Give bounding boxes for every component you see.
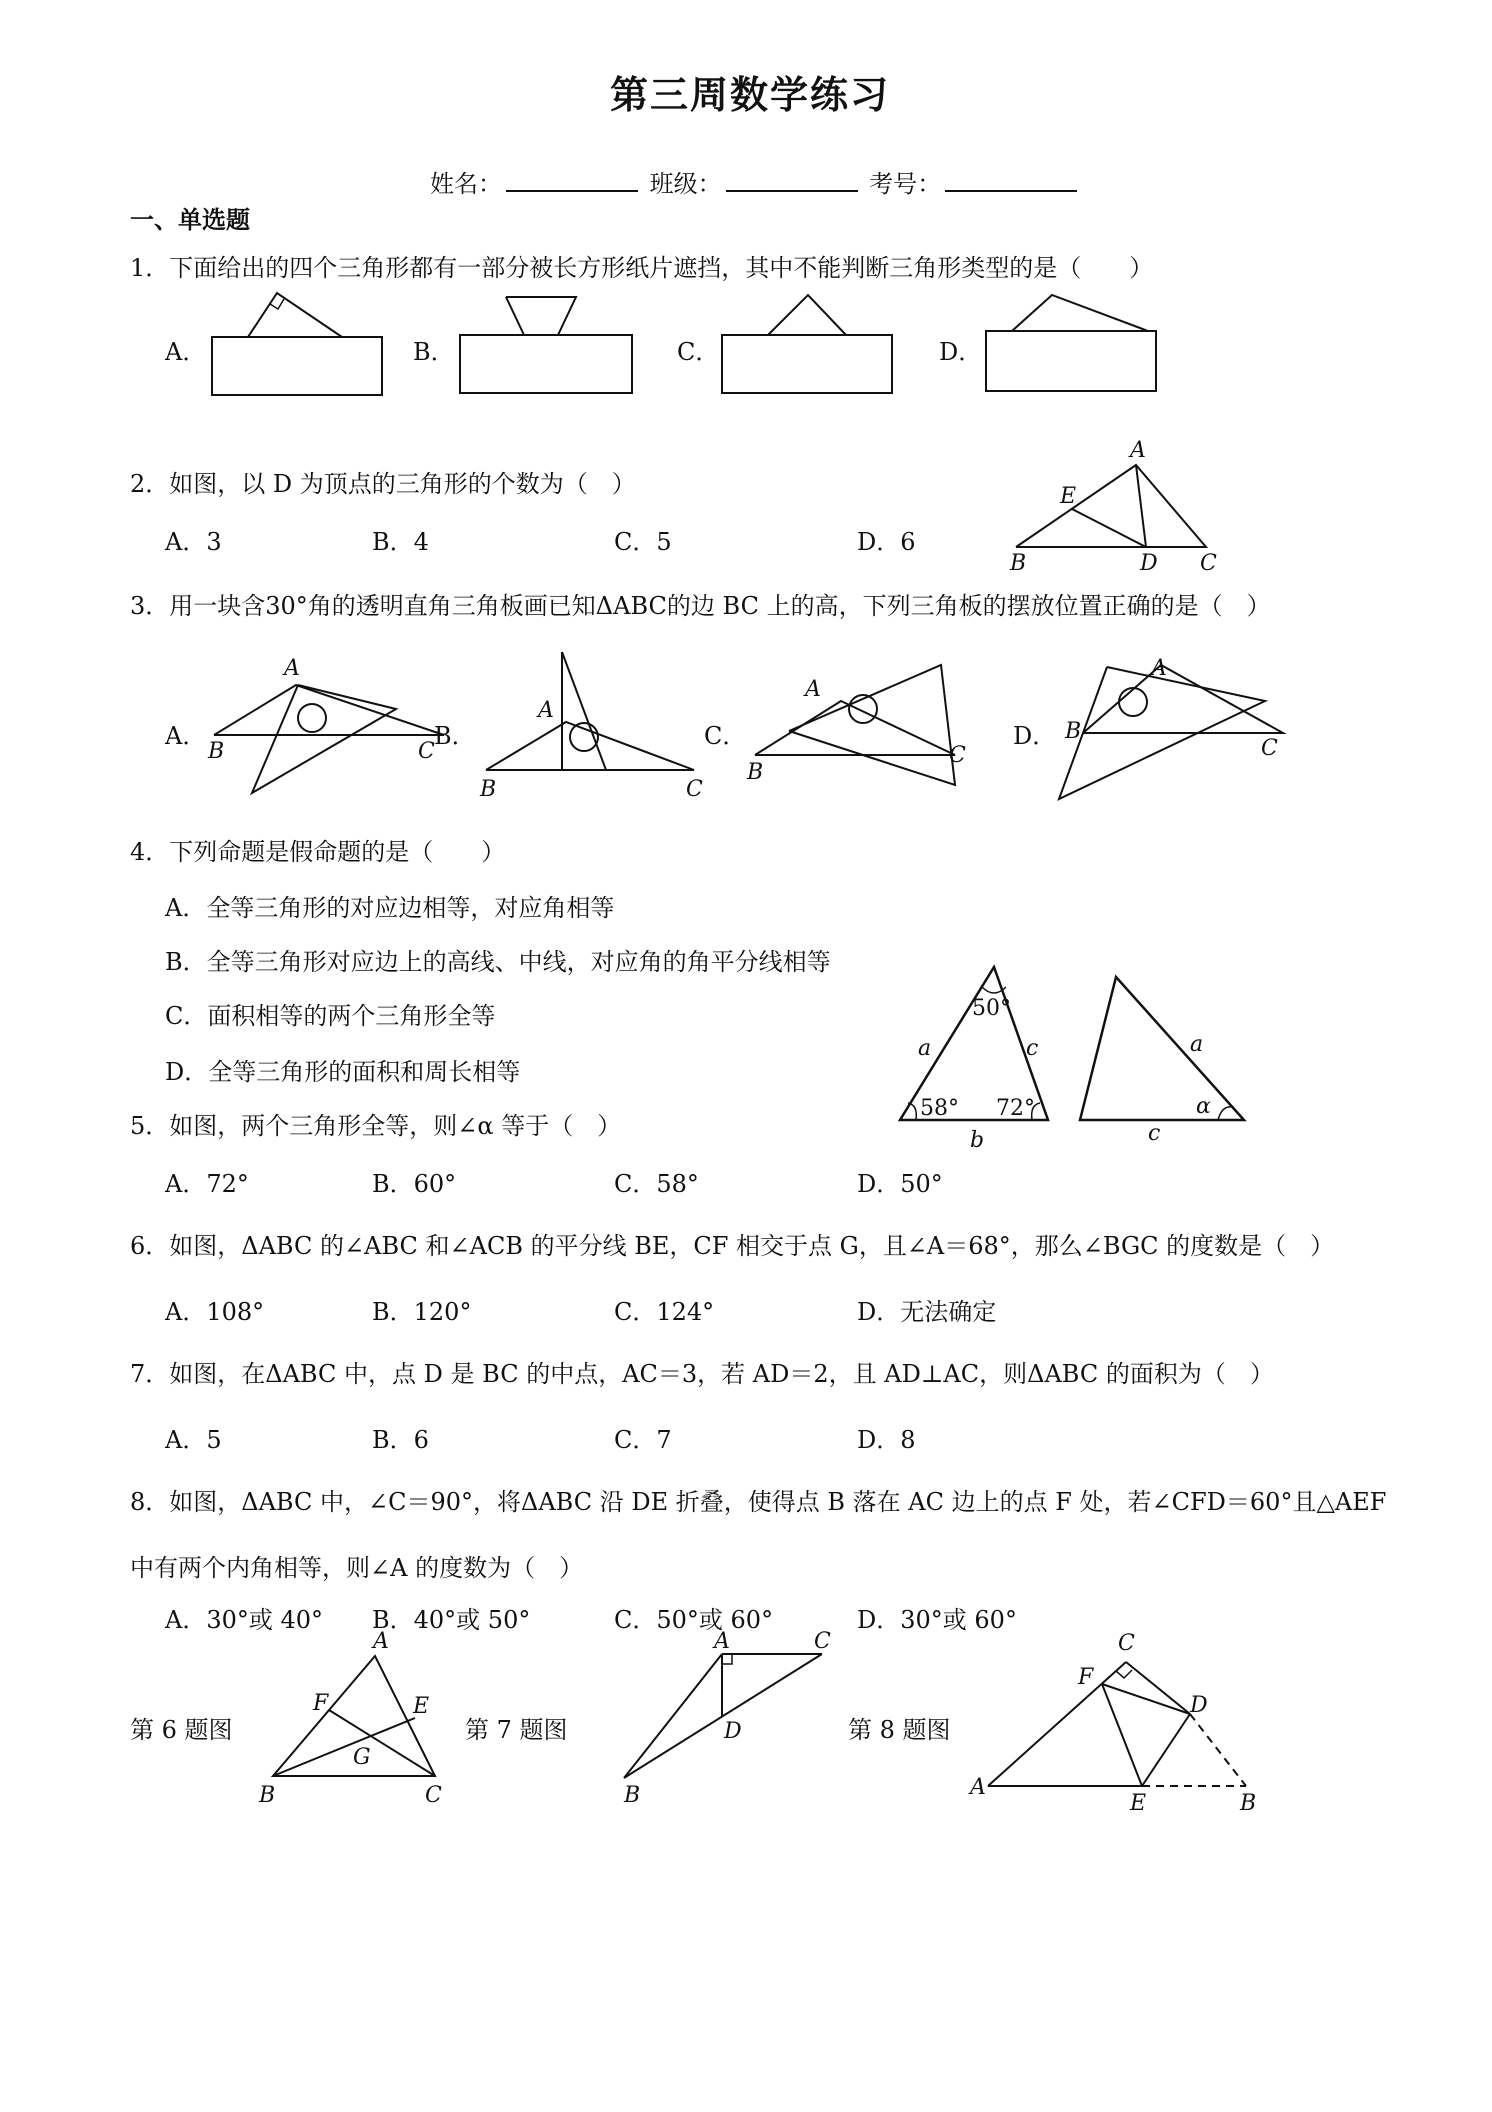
q4-stem: 4．下列命题是假命题的是（ ） xyxy=(130,838,506,866)
q6-option-b[interactable]: B．120° xyxy=(372,1298,472,1326)
q3d-label-c: C xyxy=(1261,736,1278,761)
q4-option-a[interactable]: A．全等三角形的对应边相等，对应角相等 xyxy=(165,894,615,922)
q1-option-d[interactable]: D． xyxy=(939,338,983,366)
q7-option-d[interactable]: D．8 xyxy=(857,1426,916,1454)
exam-no-label: 考号： xyxy=(869,170,942,198)
fig8-label-c: C xyxy=(1118,1631,1135,1656)
fig6-label-f: F xyxy=(313,1691,329,1716)
q5-t2-side-c: c xyxy=(1148,1121,1161,1146)
fig8-diagram xyxy=(968,1628,1268,1818)
q5-angle-72: 72° xyxy=(996,1096,1035,1121)
q5-t2-angle-alpha: α xyxy=(1196,1094,1211,1119)
q1-figure-d xyxy=(980,285,1160,405)
q3d-label-a: A xyxy=(1151,656,1167,681)
q5-option-d[interactable]: D．50° xyxy=(857,1170,943,1198)
q8-option-c[interactable]: C．50°或 60° xyxy=(614,1606,774,1634)
q5-side-c: c xyxy=(1026,1036,1039,1061)
q2-label-c: C xyxy=(1200,551,1217,576)
q3b-label-b: B xyxy=(480,777,497,802)
q3a-label-c: C xyxy=(418,739,435,764)
q5-angle-top: 50° xyxy=(972,996,1011,1021)
q5-angle-58: 58° xyxy=(920,1096,959,1121)
section-heading: 一、单选题 xyxy=(130,206,250,234)
q7-option-b[interactable]: B．6 xyxy=(372,1426,429,1454)
q8-option-d[interactable]: D．30°或 60° xyxy=(857,1606,1017,1634)
q1-figure-c xyxy=(718,285,898,405)
q7-option-a[interactable]: A．5 xyxy=(165,1426,222,1454)
q7-option-c[interactable]: C．7 xyxy=(614,1426,672,1454)
fig7-label-d: D xyxy=(724,1719,742,1744)
fig7-label-a: A xyxy=(714,1629,730,1654)
fig7-label-b: B xyxy=(624,1783,641,1808)
q5-option-a[interactable]: A．72° xyxy=(165,1170,249,1198)
q5-t2-side-a: a xyxy=(1190,1032,1204,1057)
q8-option-b[interactable]: B．40°或 50° xyxy=(372,1606,531,1634)
q2-option-d[interactable]: D．6 xyxy=(857,528,916,556)
q1-figure-a xyxy=(200,285,390,405)
q8-stem-continued: 中有两个内角相等，则∠A 的度数为（ ） xyxy=(130,1554,584,1582)
q3-option-b[interactable]: B． xyxy=(434,722,476,750)
page-title: 第三周数学练习 xyxy=(610,73,891,117)
q3-option-a[interactable]: A． xyxy=(165,722,207,750)
q3c-label-b: B xyxy=(747,760,764,785)
fig6-label-c: C xyxy=(425,1783,442,1808)
q4-option-b[interactable]: B．全等三角形对应边上的高线、中线，对应角的角平分线相等 xyxy=(165,948,831,976)
q1-option-b[interactable]: B． xyxy=(413,338,455,366)
q8-stem: 8．如图，ΔABC 中，∠C＝90°，将ΔABC 沿 DE 折叠，使得点 B 落在 AC 边上的点 F 处，若∠CFD＝60°且△AEF xyxy=(130,1488,1387,1516)
q1-option-c[interactable]: C． xyxy=(677,338,720,366)
fig8-label-e: E xyxy=(1130,1791,1147,1816)
q2-figure xyxy=(1000,435,1240,575)
q2-label-e: E xyxy=(1060,484,1077,509)
q3-figure-c xyxy=(745,655,975,795)
q2-stem: 2．如图，以 D 为顶点的三角形的个数为（ ） xyxy=(130,470,636,498)
q2-label-b: B xyxy=(1010,551,1027,576)
name-field[interactable] xyxy=(506,170,638,192)
q4-option-c[interactable]: C．面积相等的两个三角形全等 xyxy=(165,1002,496,1030)
q5-side-b: b xyxy=(970,1128,985,1153)
fig6-label-a: A xyxy=(373,1629,389,1654)
q5-option-b[interactable]: B．60° xyxy=(372,1170,457,1198)
q3c-label-c: C xyxy=(949,743,966,768)
q6-option-d[interactable]: D．无法确定 xyxy=(857,1298,997,1326)
fig6-label-g: G xyxy=(353,1745,371,1770)
q2-option-a[interactable]: A．3 xyxy=(165,528,222,556)
q6-option-c[interactable]: C．124° xyxy=(614,1298,715,1326)
q3d-label-b: B xyxy=(1065,719,1082,744)
q7-stem: 7．如图，在ΔABC 中，点 D 是 BC 的中点，AC＝3，若 AD＝2，且 AD⊥AC，则ΔABC 的面积为（ ） xyxy=(130,1360,1274,1388)
q3b-label-c: C xyxy=(686,777,703,802)
q4-option-d[interactable]: D．全等三角形的面积和周长相等 xyxy=(165,1058,521,1086)
exam-no-field[interactable] xyxy=(945,170,1077,192)
fig8-label-a: A xyxy=(970,1775,986,1800)
fig8-caption: 第 8 题图 xyxy=(848,1716,951,1744)
q3-figure-b xyxy=(470,640,710,810)
q1-figure-b xyxy=(458,285,638,405)
name-label: 姓名： xyxy=(430,170,502,198)
q3b-label-a: A xyxy=(538,698,554,723)
fig6-diagram xyxy=(255,1628,455,1818)
fig7-label-c: C xyxy=(814,1629,831,1654)
q3a-label-b: B xyxy=(208,739,225,764)
q3-figure-d xyxy=(1055,655,1295,815)
q3-option-d[interactable]: D． xyxy=(1013,722,1057,750)
q2-label-d: D xyxy=(1140,551,1158,576)
fig6-label-e: E xyxy=(413,1694,430,1719)
q3-stem: 3．用一块含30°角的透明直角三角板画已知ΔABC的边 BC 上的高，下列三角板的摆放位置正确的是（ ） xyxy=(130,592,1271,620)
q3c-label-a: A xyxy=(805,677,821,702)
q5-figure xyxy=(890,955,1250,1155)
fig6-label-b: B xyxy=(259,1783,276,1808)
q2-option-b[interactable]: B．4 xyxy=(372,528,429,556)
student-info-row xyxy=(430,164,1081,199)
fig7-caption: 第 7 题图 xyxy=(465,1716,568,1744)
q2-option-c[interactable]: C．5 xyxy=(614,528,672,556)
class-label: 班级： xyxy=(649,170,722,198)
q3-option-c[interactable]: C． xyxy=(704,722,747,750)
q5-option-c[interactable]: C．58° xyxy=(614,1170,699,1198)
q1-stem: 1．下面给出的四个三角形都有一部分被长方形纸片遮挡，其中不能判断三角形类型的是（ ） xyxy=(130,254,1154,282)
q1-option-a[interactable]: A． xyxy=(165,338,207,366)
q5-side-a: a xyxy=(918,1036,932,1061)
q8-option-a[interactable]: A．30°或 40° xyxy=(165,1606,324,1634)
fig8-label-f: F xyxy=(1078,1665,1094,1690)
fig8-label-b: B xyxy=(1240,1791,1257,1816)
fig8-label-d: D xyxy=(1190,1693,1208,1718)
q5-stem: 5．如图，两个三角形全等，则∠α 等于（ ） xyxy=(130,1112,622,1140)
class-field[interactable] xyxy=(726,170,858,192)
q6-option-a[interactable]: A．108° xyxy=(165,1298,265,1326)
q2-label-a: A xyxy=(1130,438,1146,463)
fig6-caption: 第 6 题图 xyxy=(130,1716,233,1744)
q6-stem: 6．如图，ΔABC 的∠ABC 和∠ACB 的平分线 BE，CF 相交于点 G，且∠A＝68°，那么∠BGC 的度数是（ ） xyxy=(130,1232,1335,1260)
q3a-label-a: A xyxy=(284,656,300,681)
fig7-diagram xyxy=(610,1628,850,1818)
q3-figure-a xyxy=(200,655,460,825)
